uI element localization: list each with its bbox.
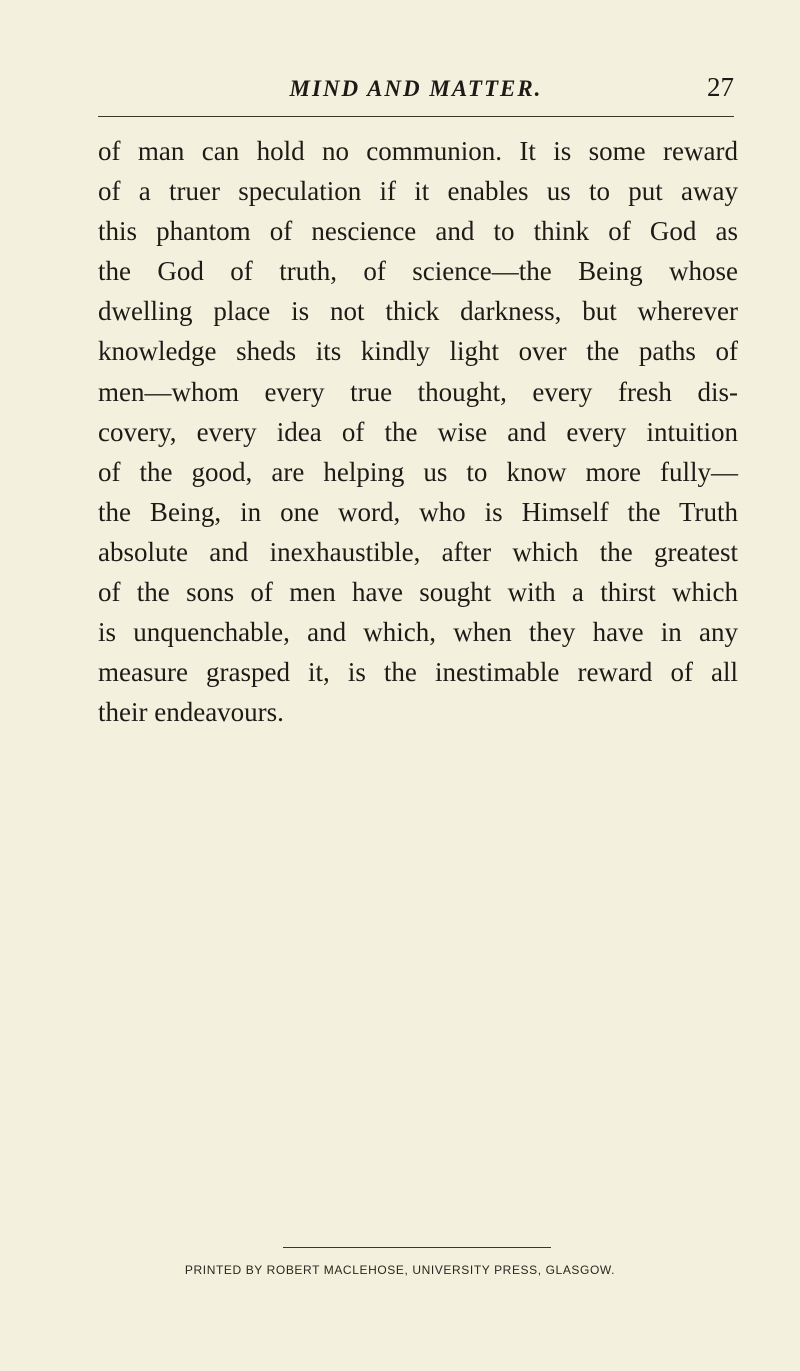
printer-imprint: PRINTED BY ROBERT MACLEHOSE, UNIVERSITY PRESS, GLASGOW. <box>184 1263 616 1277</box>
text-line: measure grasped it, is the inestimable reward of all <box>98 657 738 688</box>
text-line: men—whom every true thought, every fresh dis- <box>98 376 738 407</box>
text-line: dwelling place is not thick darkness, but wherever <box>98 296 738 327</box>
text-line: the Being, in one word, who is Himself the Truth <box>98 496 738 527</box>
text-line: covery, every idea of the wise and every intuition <box>98 416 738 447</box>
body-text <box>98 131 738 732</box>
text-line: is unquenchable, and which, when they have in any <box>98 617 738 648</box>
text-line: of the sons of men have sought with a thirst which <box>98 577 738 608</box>
text-line-last: their endeavours. <box>98 697 284 728</box>
text-line: of man can hold no communion. It is some reward <box>98 136 738 166</box>
text-line: knowledge sheds its kindly light over the paths of <box>98 336 738 367</box>
text-line: this phantom of nescience and to think of God as <box>98 216 738 247</box>
text-line: the God of truth, of science—the Being whose <box>98 256 738 287</box>
text-line: of a truer speculation if it enables us to put away <box>98 176 738 207</box>
text-line: of the good, are helping us to know more fully— <box>98 456 738 487</box>
page-number: 27 <box>707 72 734 102</box>
text-line: absolute and inexhaustible, after which the greatest <box>98 536 738 567</box>
imprint-rule <box>283 1247 551 1248</box>
header-rule <box>98 116 734 117</box>
running-head <box>98 68 734 112</box>
running-title: MIND AND MATTER. <box>289 76 543 101</box>
